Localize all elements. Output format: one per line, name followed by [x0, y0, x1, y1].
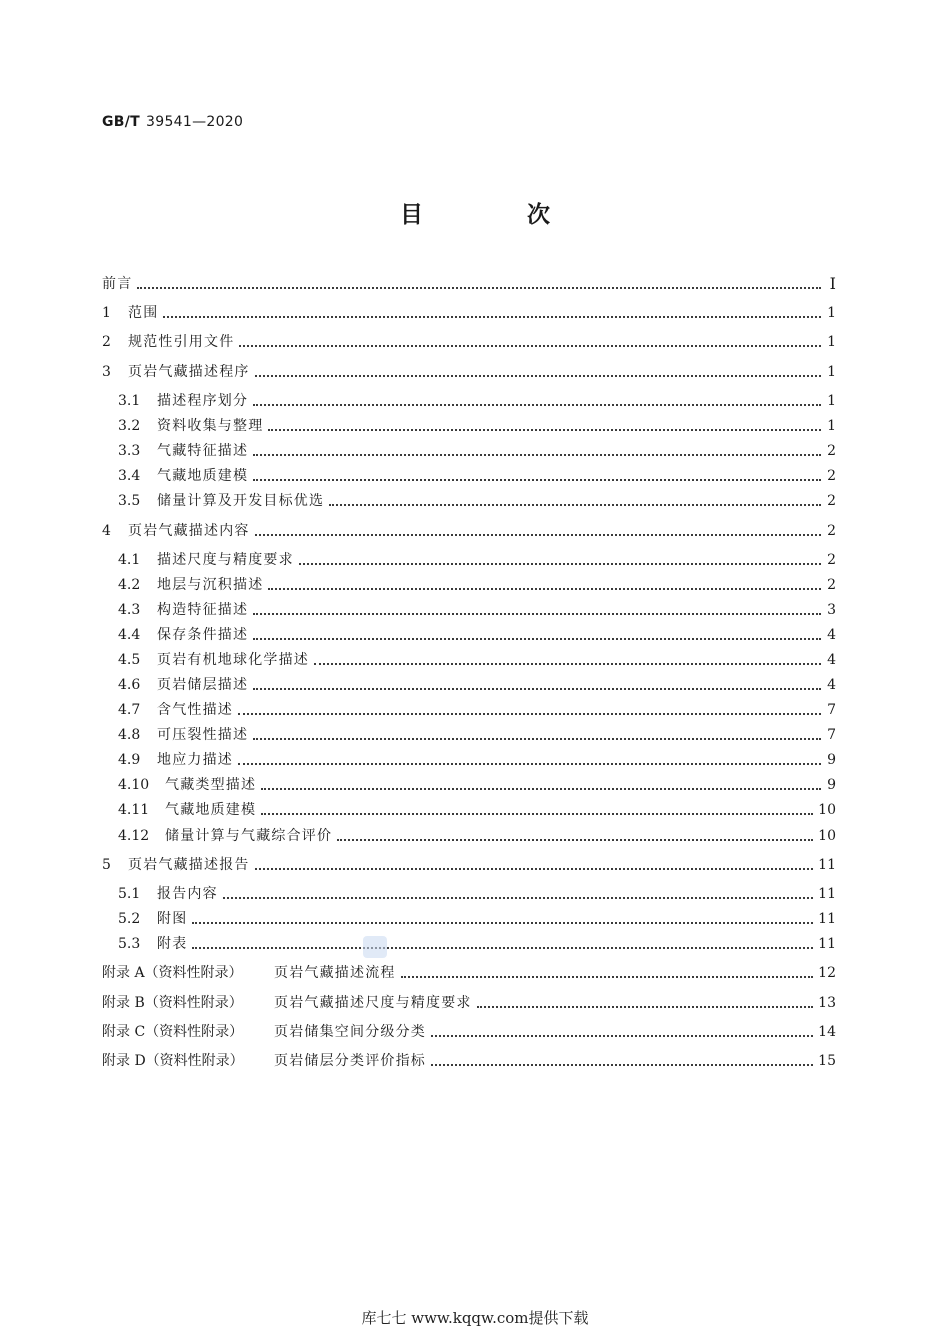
toc-entry-4-7[interactable] [118, 700, 836, 720]
toc-leader [255, 868, 814, 870]
toc-entry-page: 1 [827, 364, 836, 380]
toc-leader [261, 813, 813, 815]
toc-entry-label: 附图 [157, 911, 188, 927]
toc-leader [253, 688, 821, 690]
toc-entry-number: 4.5 [118, 652, 141, 668]
toc-entry-page: 2 [827, 523, 836, 539]
toc-entry-number: 4.3 [118, 602, 141, 618]
toc-entry-number: 附录 A（资料性附录） [102, 965, 243, 981]
toc-leader [253, 613, 821, 615]
toc-entry-label: 页岩气藏描述报告 [128, 857, 250, 873]
toc-entry-number: 3 [102, 364, 111, 380]
toc-entry-number: 4.2 [118, 577, 141, 593]
toc-leader [431, 1035, 813, 1037]
toc-entry-5[interactable] [102, 855, 836, 875]
toc-entry-label: 地层与沉积描述 [157, 577, 264, 593]
toc-entry-label: 储量计算及开发目标优选 [157, 493, 325, 509]
toc-leader [253, 638, 821, 640]
toc-entry-4-5[interactable] [118, 650, 836, 670]
toc-title: 目 次 [399, 202, 598, 228]
toc-leader [253, 479, 821, 481]
toc-entry-label: 页岩气藏描述程序 [128, 364, 250, 380]
toc-entry-label: 页岩储层分类评价指标 [274, 1053, 426, 1069]
toc-entry-5-3[interactable] [118, 934, 836, 954]
toc-entry-label: 描述尺度与精度要求 [157, 552, 294, 568]
toc-entry-4-1[interactable] [118, 550, 836, 570]
toc-entry-page: I [829, 274, 836, 293]
toc-entry-page: 2 [827, 552, 836, 568]
toc-entry-label: 可压裂性描述 [157, 727, 249, 743]
toc-entry-number: 4.6 [118, 677, 141, 693]
toc-entry-number: 5 [102, 857, 111, 873]
toc-entry-4-4[interactable] [118, 625, 836, 645]
toc-entry-4-2[interactable] [118, 575, 836, 595]
toc-entry-page: 12 [818, 965, 836, 981]
toc-entry-page: 7 [827, 702, 836, 718]
toc-entry-1[interactable] [102, 303, 836, 323]
toc-entry-5-1[interactable] [118, 884, 836, 904]
toc-entry-page: 2 [827, 468, 836, 484]
toc-entry-number: 3.3 [118, 443, 141, 459]
toc-entry-appendix-b[interactable] [102, 993, 836, 1013]
toc-leader [163, 316, 821, 318]
toc-leader [253, 404, 821, 406]
toc-entry-number: 4.10 [118, 777, 150, 793]
toc-entry-3-4[interactable] [118, 466, 836, 486]
toc-entry-page: 1 [827, 334, 836, 350]
footer-download-note: 库七七 www.kqqw.com提供下载 [361, 1309, 589, 1327]
toc-entry-label: 气藏类型描述 [165, 777, 257, 793]
toc-entry-page: 11 [818, 911, 836, 927]
toc-entry-4-3[interactable] [118, 600, 836, 620]
toc-leader [337, 839, 813, 841]
toc-leader [137, 287, 821, 289]
toc-leader [238, 713, 821, 715]
toc-entry-appendix-a[interactable] [102, 963, 836, 983]
toc-entry-page: 4 [827, 652, 836, 668]
toc-entry-foreword[interactable] [102, 274, 836, 294]
toc-entry-number: 4.12 [118, 828, 150, 844]
toc-entry-page: 9 [827, 777, 836, 793]
toc-entry-page: 7 [827, 727, 836, 743]
toc-entry-number: 3.1 [118, 393, 141, 409]
toc-leader [299, 563, 821, 565]
toc-entry-page: 10 [818, 802, 836, 818]
toc-entry-page: 4 [827, 627, 836, 643]
toc-entry-3-3[interactable] [118, 441, 836, 461]
toc-leader [238, 763, 821, 765]
toc-entry-number: 4.8 [118, 727, 141, 743]
toc-entry-number: 3.5 [118, 493, 141, 509]
toc-entry-label: 页岩储层描述 [157, 677, 249, 693]
toc-entry-label: 构造特征描述 [157, 602, 249, 618]
toc-entry-3-1[interactable] [118, 391, 836, 411]
toc-entry-number: 4 [102, 523, 111, 539]
toc-entry-page: 11 [818, 936, 836, 952]
toc-entry-number: 4.4 [118, 627, 141, 643]
toc-leader [253, 454, 821, 456]
toc-entry-4-12[interactable] [118, 826, 836, 846]
toc-entry-4[interactable] [102, 521, 836, 541]
toc-entry-label: 资料收集与整理 [157, 418, 264, 434]
toc-leader [329, 504, 821, 506]
toc-entry-page: 1 [827, 305, 836, 321]
toc-entry-page: 1 [827, 393, 836, 409]
toc-entry-label: 页岩气藏描述流程 [274, 965, 396, 981]
toc-leader [239, 345, 821, 347]
toc-entry-label: 保存条件描述 [157, 627, 249, 643]
toc-entry-number: 5.1 [118, 886, 141, 902]
toc-entry-page: 14 [818, 1024, 836, 1040]
toc-entry-number: 附录 B（资料性附录） [102, 995, 243, 1011]
toc-entry-page: 13 [818, 995, 836, 1011]
toc-entry-number: 3.4 [118, 468, 141, 484]
toc-entry-label: 页岩储集空间分级分类 [274, 1024, 426, 1040]
toc-entry-label: 储量计算与气藏综合评价 [165, 828, 333, 844]
toc-entry-page: 11 [818, 886, 836, 902]
toc-entry-label: 范围 [128, 305, 159, 321]
toc-leader [223, 897, 813, 899]
toc-entry-number: 2 [102, 334, 111, 350]
toc-entry-4-8[interactable] [118, 725, 836, 745]
toc-entry-page: 2 [827, 493, 836, 509]
toc-entry-page: 3 [827, 602, 836, 618]
toc-entry-4-10[interactable] [118, 775, 836, 795]
toc-entry-label: 描述程序划分 [157, 393, 249, 409]
toc-entry-number: 3.2 [118, 418, 141, 434]
toc-entry-number: 4.7 [118, 702, 141, 718]
toc-leader [268, 429, 821, 431]
toc-entry-appendix-d[interactable] [102, 1051, 836, 1071]
toc-entry-label: 气藏地质建模 [157, 468, 249, 484]
toc-entry-number: 5.2 [118, 911, 141, 927]
toc-entry-label: 页岩气藏描述内容 [128, 523, 250, 539]
toc-entry-label: 地应力描述 [157, 752, 233, 768]
toc-entry-page: 2 [827, 577, 836, 593]
toc-entry-4-6[interactable] [118, 675, 836, 695]
watermark-logo [363, 936, 387, 958]
toc-entry-page: 10 [818, 828, 836, 844]
toc-entry-3-5[interactable] [118, 491, 836, 511]
toc-leader [477, 1006, 814, 1008]
toc-entry-4-9[interactable] [118, 750, 836, 770]
toc-leader [253, 738, 821, 740]
toc-entry-number: 4.11 [118, 802, 150, 818]
toc-leader [192, 922, 813, 924]
toc-entry-page: 4 [827, 677, 836, 693]
toc-entry-label: 规范性引用文件 [128, 334, 235, 350]
toc-leader [192, 947, 813, 949]
toc-entry-label: 含气性描述 [157, 702, 233, 718]
toc-leader [401, 976, 814, 978]
toc-entry-number: 5.3 [118, 936, 141, 952]
toc-entry-page: 15 [818, 1053, 836, 1069]
toc-entry-page: 9 [827, 752, 836, 768]
toc-entry-label: 附表 [157, 936, 188, 952]
toc-entry-number: 附录 D（资料性附录） [102, 1053, 244, 1069]
toc-entry-4-11[interactable] [118, 800, 836, 820]
toc-entry-page: 2 [827, 443, 836, 459]
toc-entry-page: 11 [818, 857, 836, 873]
standard-number: 39541—2020 [146, 114, 244, 130]
toc-entry-label: 页岩有机地球化学描述 [157, 652, 309, 668]
toc-entry-label: 气藏地质建模 [165, 802, 257, 818]
toc-entry-label: 页岩气藏描述尺度与精度要求 [274, 995, 472, 1011]
toc-entry-label: 前言 [102, 276, 133, 292]
toc-entry-5-2[interactable] [118, 909, 836, 929]
toc-entry-number: 附录 C（资料性附录） [102, 1024, 244, 1040]
toc-leader [255, 534, 821, 536]
toc-leader [261, 788, 821, 790]
toc-entry-2[interactable] [102, 332, 836, 352]
toc-entry-label: 报告内容 [157, 886, 218, 902]
toc-entry-page: 1 [827, 418, 836, 434]
toc-entry-number: 4.1 [118, 552, 141, 568]
toc-leader [431, 1064, 813, 1066]
toc-entry-appendix-c[interactable] [102, 1022, 836, 1042]
toc-leader [268, 588, 821, 590]
toc-entry-number: 4.9 [118, 752, 141, 768]
toc-leader [255, 375, 821, 377]
toc-leader [314, 663, 821, 665]
toc-entry-label: 气藏特征描述 [157, 443, 249, 459]
toc-entry-3[interactable] [102, 362, 836, 382]
standard-prefix: GB/T [102, 114, 141, 130]
toc-entry-3-2[interactable] [118, 416, 836, 436]
toc-entry-number: 1 [102, 305, 111, 321]
